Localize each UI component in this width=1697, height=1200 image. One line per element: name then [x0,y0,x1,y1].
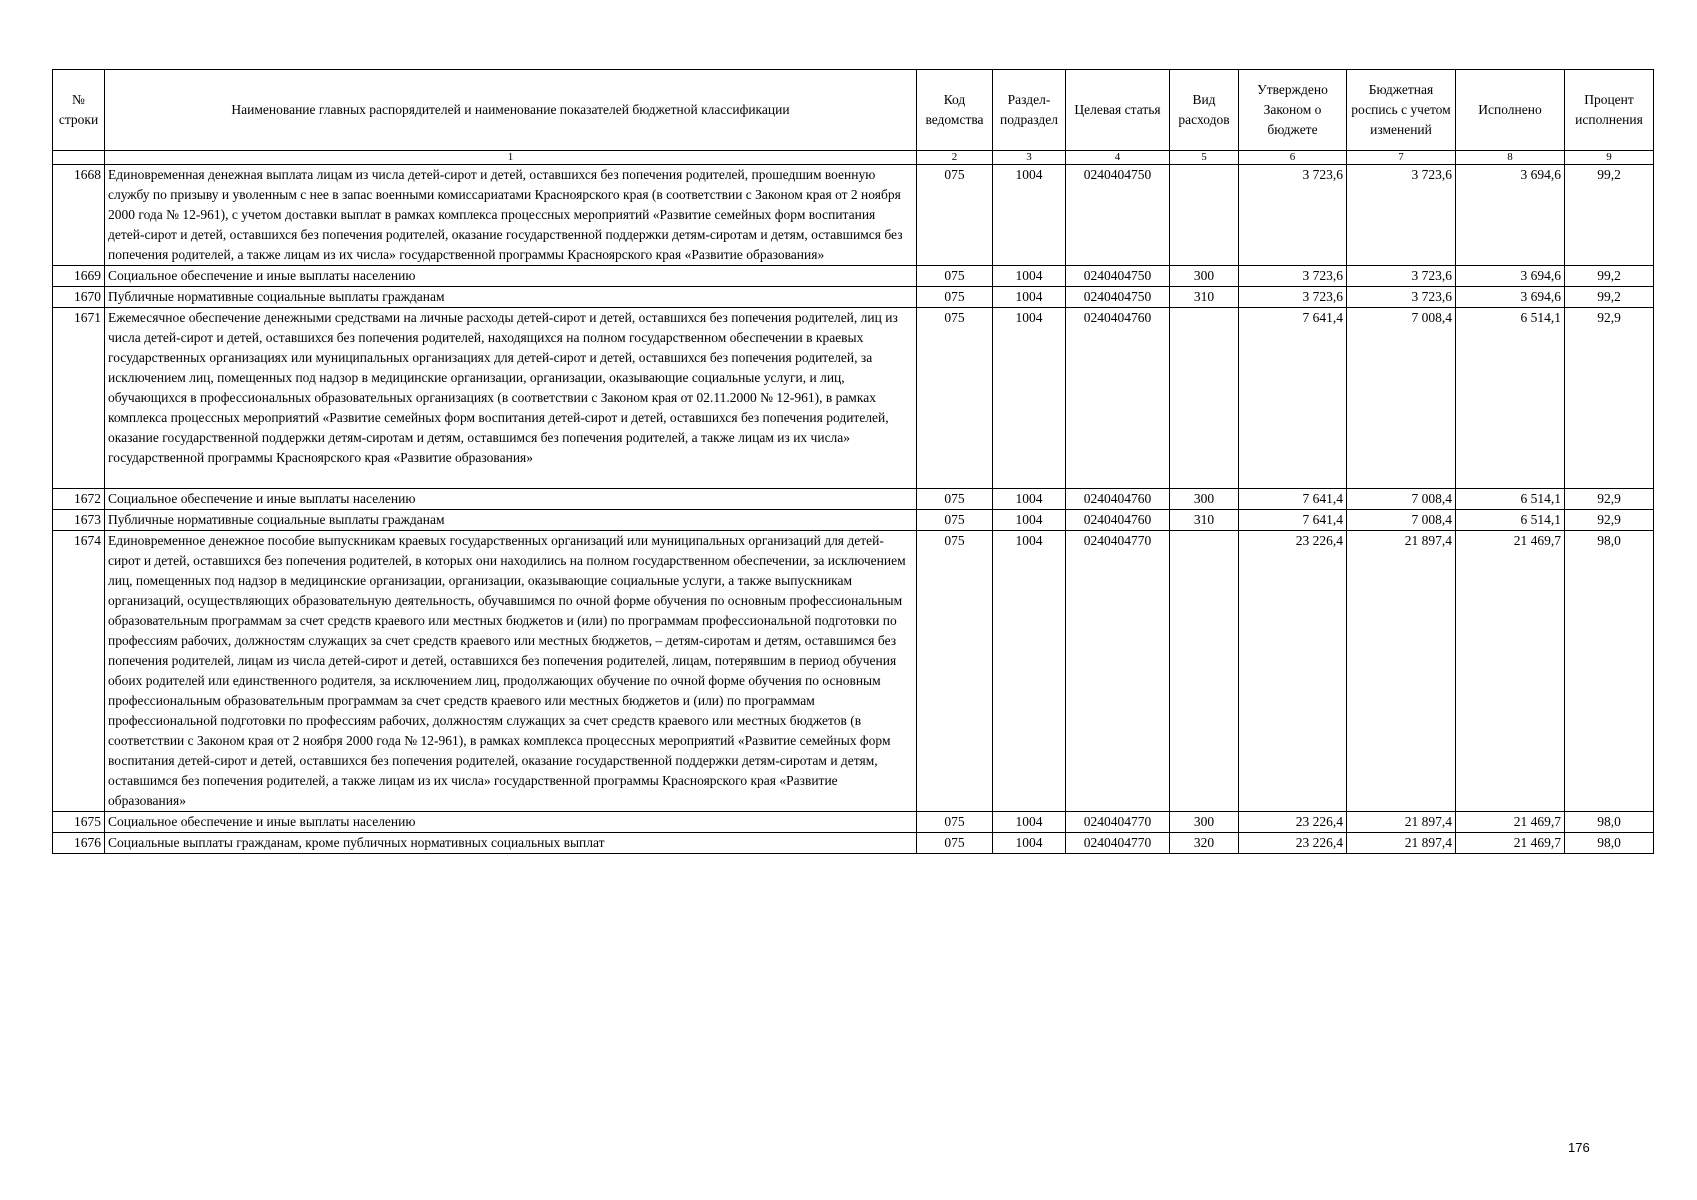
column-number-row [53,151,1654,165]
row-number: 1671 [53,308,105,489]
table-row [53,812,1654,833]
execution-percent: 98,0 [1565,833,1654,854]
row-number: 1672 [53,489,105,510]
header-section: Раздел-подраздел [993,70,1066,151]
expense-type: 310 [1170,287,1239,308]
row-name: Публичные нормативные социальные выплаты гражданам [105,287,917,308]
section-code: 1004 [993,812,1066,833]
target-article: 0240404770 [1066,531,1170,812]
table-row [53,833,1654,854]
schedule-amount: 7 008,4 [1347,489,1456,510]
header-approved: Утверждено Законом о бюджете [1239,70,1347,151]
dept-code: 075 [917,489,993,510]
row-number: 1668 [53,165,105,266]
executed-amount: 6 514,1 [1456,489,1565,510]
row-name: Ежемесячное обеспечение денежными средствами на личные расходы детей-сирот и детей, оставшихся без попечения родителей, лиц из числа детей-сирот и детей, оставшихся без попечения родителей, находящихся на полном государственном обеспечении в краевых государственных организациях или муниципальных организациях для детей-сирот и детей, оставшихся без попечения родителей, за исключением лиц, помещенных под надзор в медицинские организации, организации, оказывающие социальные услуги, и лиц, обучающихся в профессиональных образовательных организациях (в соответствии с Законом края от 02.11.2000 № 12-961), в рамках комплекса процессных мероприятий «Развитие семейных форм воспитания детей-сирот и детей, оставшихся без попечения родителей, оказание государственной поддержки детям-сиротам и детям, оставшимся без попечения родителей, а также лицам из их числа» государственной программы Красноярского края «Развитие образования» [105,308,917,489]
section-code: 1004 [993,489,1066,510]
target-article: 0240404760 [1066,510,1170,531]
dept-code: 075 [917,510,993,531]
executed-amount: 3 694,6 [1456,287,1565,308]
approved-amount: 3 723,6 [1239,165,1347,266]
expense-type [1170,165,1239,266]
schedule-amount: 21 897,4 [1347,833,1456,854]
approved-amount: 23 226,4 [1239,833,1347,854]
row-number: 1675 [53,812,105,833]
target-article: 0240404760 [1066,308,1170,489]
row-name: Социальное обеспечение и иные выплаты населению [105,489,917,510]
table-header-row [53,70,1654,151]
execution-percent: 99,2 [1565,266,1654,287]
colnum: 3 [993,151,1066,165]
execution-percent: 92,9 [1565,308,1654,489]
row-name: Социальное обеспечение и иные выплаты населению [105,812,917,833]
target-article: 0240404750 [1066,266,1170,287]
header-target-article: Целевая статья [1066,70,1170,151]
schedule-amount: 3 723,6 [1347,165,1456,266]
executed-amount: 21 469,7 [1456,812,1565,833]
schedule-amount: 21 897,4 [1347,531,1456,812]
header-name: Наименование главных распорядителей и наименование показателей бюджетной классификации [105,70,917,151]
header-executed: Исполнено [1456,70,1565,151]
colnum: 2 [917,151,993,165]
execution-percent: 92,9 [1565,489,1654,510]
colnum: 9 [1565,151,1654,165]
executed-amount: 6 514,1 [1456,308,1565,489]
executed-amount: 6 514,1 [1456,510,1565,531]
section-code: 1004 [993,510,1066,531]
target-article: 0240404770 [1066,833,1170,854]
dept-code: 075 [917,812,993,833]
section-code: 1004 [993,531,1066,812]
budget-execution-table [52,69,1654,854]
table-row [53,531,1654,812]
table-row [53,510,1654,531]
expense-type: 310 [1170,510,1239,531]
execution-percent: 92,9 [1565,510,1654,531]
colnum: 8 [1456,151,1565,165]
execution-percent: 98,0 [1565,812,1654,833]
table-row [53,489,1654,510]
executed-amount: 3 694,6 [1456,266,1565,287]
row-name: Единовременное денежное пособие выпускникам краевых государственных организаций или муниципальных организаций для детей-сирот и детей, оставшихся без попечения родителей, в которых они находились на полном государственном обеспечении, за исключением лиц, помещенных под надзор в медицинские организации, организации, оказывающие социальные услуги, а также выпускникам организаций, осуществляющих образовательную деятельность, обучавшимся по очной форме обучения по основным профессиональным образовательным программам за счет средств краевого или местных бюджетов и (или) по программам профессиональной подготовки по профессиям рабочих, должностям служащих за счет средств краевого или местных бюджетов, – детям-сиротам и детям, оставшимся без попечения родителей, лицам из числа детей-сирот и детей, оставшихся без попечения родителей, лицам, потерявшим в период обучения обоих родителей или единственного родителя, за исключением лиц, продолжающих обучение по очной форме обучения по основным профессиональным образовательным программам за счет средств краевого или местных бюджетов и (или) по программам профессиональной подготовки по профессиям рабочих, должностям служащих за счет средств краевого или местных бюджетов (в соответствии с Законом края от 2 ноября 2000 года № 12-961), в рамках комплекса процессных мероприятий «Развитие семейных форм воспитания детей-сирот и детей, оставшихся без попечения родителей, оказание государственной поддержки детям-сиротам и детям, оставшимся без попечения родителей, а также лицам из их числа» государственной программы Красноярского края «Развитие образования» [105,531,917,812]
expense-type: 300 [1170,489,1239,510]
expense-type: 320 [1170,833,1239,854]
execution-percent: 99,2 [1565,287,1654,308]
colnum: 6 [1239,151,1347,165]
expense-type: 300 [1170,812,1239,833]
table-row [53,266,1654,287]
expense-type: 300 [1170,266,1239,287]
header-budget-schedule: Бюджетная роспись с учетом изменений [1347,70,1456,151]
header-percent: Процент исполнения [1565,70,1654,151]
row-number: 1670 [53,287,105,308]
dept-code: 075 [917,287,993,308]
section-code: 1004 [993,165,1066,266]
section-code: 1004 [993,308,1066,489]
row-name: Социальные выплаты гражданам, кроме публичных нормативных социальных выплат [105,833,917,854]
target-article: 0240404760 [1066,489,1170,510]
header-row-number: № строки [53,70,105,151]
approved-amount: 7 641,4 [1239,510,1347,531]
colnum: 7 [1347,151,1456,165]
approved-amount: 3 723,6 [1239,266,1347,287]
row-name: Единовременная денежная выплата лицам из числа детей-сирот и детей, оставшихся без попечения родителей, прошедшим военную службу по призыву и уволенным с нее в запас военными комиссариатами Красноярского края (в соответствии с Законом края от 2 ноября 2000 года № 12-961), с учетом доставки выплат в рамках комплекса процессных мероприятий «Развитие семейных форм воспитания детей-сирот и детей, оставшихся без попечения родителей, оказание государственной поддержки детям-сиротам и детям, оставшимся без попечения родителей, а также лицам из их числа» государственной программы Красноярского края «Развитие образования» [105,165,917,266]
table-row [53,308,1654,489]
execution-percent: 98,0 [1565,531,1654,812]
schedule-amount: 3 723,6 [1347,266,1456,287]
expense-type [1170,531,1239,812]
schedule-amount: 7 008,4 [1347,510,1456,531]
dept-code: 075 [917,833,993,854]
executed-amount: 3 694,6 [1456,165,1565,266]
table-row [53,287,1654,308]
executed-amount: 21 469,7 [1456,833,1565,854]
schedule-amount: 3 723,6 [1347,287,1456,308]
approved-amount: 7 641,4 [1239,489,1347,510]
colnum: 4 [1066,151,1170,165]
colnum [53,151,105,165]
header-dept-code: Код ведомства [917,70,993,151]
row-name: Социальное обеспечение и иные выплаты населению [105,266,917,287]
section-code: 1004 [993,287,1066,308]
table-row [53,165,1654,266]
approved-amount: 7 641,4 [1239,308,1347,489]
section-code: 1004 [993,266,1066,287]
row-number: 1674 [53,531,105,812]
budget-report-page [52,69,1653,854]
executed-amount: 21 469,7 [1456,531,1565,812]
approved-amount: 23 226,4 [1239,812,1347,833]
dept-code: 075 [917,531,993,812]
schedule-amount: 7 008,4 [1347,308,1456,489]
expense-type [1170,308,1239,489]
approved-amount: 23 226,4 [1239,531,1347,812]
colnum: 1 [105,151,917,165]
dept-code: 075 [917,266,993,287]
dept-code: 075 [917,308,993,489]
execution-percent: 99,2 [1565,165,1654,266]
colnum: 5 [1170,151,1239,165]
row-name: Публичные нормативные социальные выплаты гражданам [105,510,917,531]
target-article: 0240404770 [1066,812,1170,833]
header-expense-type: Вид расходов [1170,70,1239,151]
row-number: 1669 [53,266,105,287]
target-article: 0240404750 [1066,165,1170,266]
row-number: 1676 [53,833,105,854]
target-article: 0240404750 [1066,287,1170,308]
approved-amount: 3 723,6 [1239,287,1347,308]
dept-code: 075 [917,165,993,266]
row-number: 1673 [53,510,105,531]
schedule-amount: 21 897,4 [1347,812,1456,833]
section-code: 1004 [993,833,1066,854]
page-number: 176 [1568,1140,1590,1155]
